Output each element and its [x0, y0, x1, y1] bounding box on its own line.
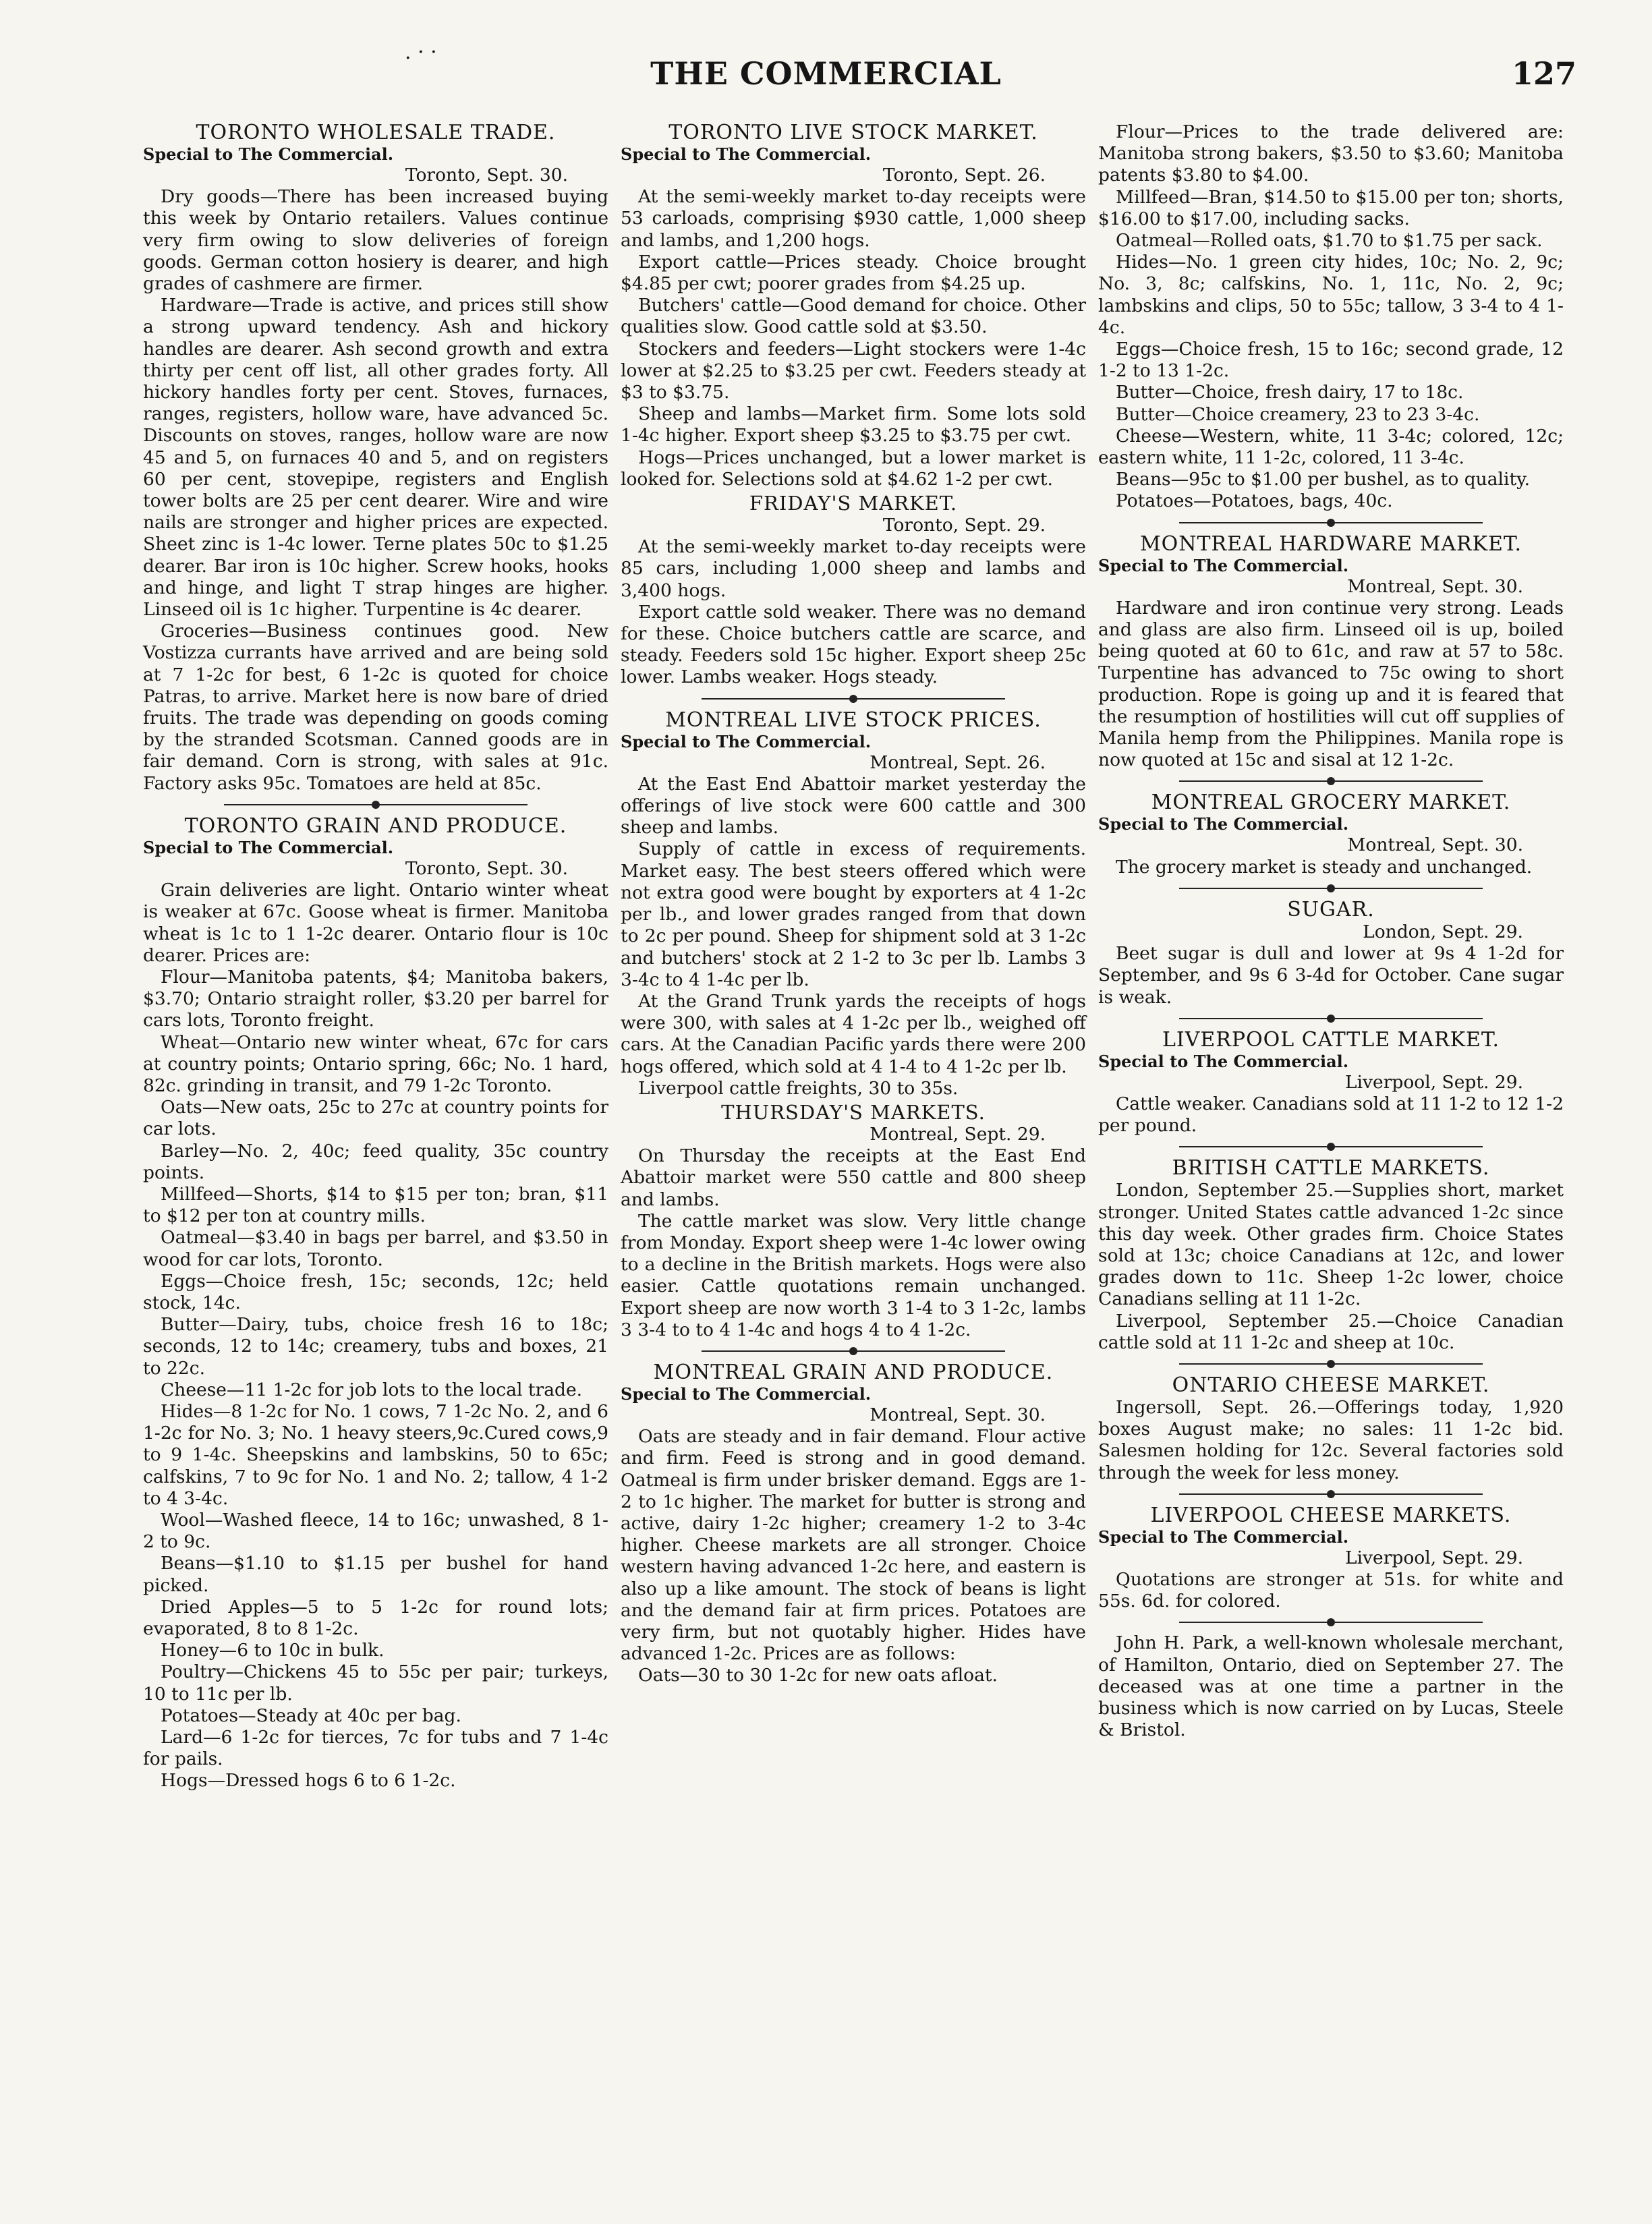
section-divider: [1098, 1354, 1564, 1374]
paragraph: Potatoes—Potatoes, bags, 40c.: [1116, 490, 1393, 512]
article-title: MONTREAL LIVE STOCK PRICES.: [665, 708, 1042, 732]
dateline: Toronto, Sept. 26.: [882, 165, 1046, 186]
subhead: FRIDAY'S MARKET.: [749, 492, 958, 515]
section-divider: [1098, 1008, 1564, 1029]
article: [143, 815, 608, 1792]
paragraph: Stockers and feeders—Light stockers were 1-4c lower at $2.25 to $3.25 per cwt. Feeders steady at $3 to $3.75.: [621, 338, 1086, 403]
dateline: Montreal, Sept. 29.: [870, 1123, 1046, 1145]
dateline: London, Sept. 29.: [1363, 921, 1523, 942]
article-title: MONTREAL GRAIN AND PRODUCE.: [653, 1360, 1054, 1384]
paragraph: Cattle weaker. Canadians sold at 11 1-2 to 12 1-2 per pound.: [1098, 1093, 1564, 1137]
paragraph: At the Grand Trunk yards the receipts of hogs were 300, with sales at 4 1-2c per lb., weighed off cars. At the Canadian Pacific yards there were 200 hogs offered, which sold at 4 1-4 to 4 1-2c per lb.: [621, 990, 1086, 1077]
article: [1098, 1374, 1564, 1484]
paragraph: Liverpool, September 25.—Choice Canadian cattle sold at 11 1-2c and sheep at 10c.: [1098, 1310, 1564, 1353]
paragraph: Eggs—Choice fresh, 15 to 16c; second grade, 12 1-2 to 13 1-2c.: [1098, 339, 1564, 382]
paragraph: Dried Apples—5 to 5 1-2c for round lots; evaporated, 8 to 8 1-2c.: [143, 1596, 608, 1639]
article-title: SUGAR.: [1287, 897, 1375, 921]
article-title: ONTARIO CHEESE MARKET.: [1172, 1373, 1490, 1397]
special-credit: Special to The Commercial.: [143, 837, 394, 857]
paragraph: Hogs—Prices unchanged, but a lower market is looked for. Selections sold at $4.62 1-2 per cwt.: [621, 447, 1086, 490]
special-credit: Special to The Commercial.: [621, 144, 872, 164]
article: [1098, 791, 1564, 878]
article-title: MONTREAL GROCERY MARKET.: [1151, 791, 1511, 815]
paragraph: Hides—No. 1 green city hides, 10c; No. 2, 9c; No. 3, 8c; calfskins, No. 1, 11c, No. 2, 9c; lambskins and clips, 50 to 55c; tallow, 3 3-4 to 4 1-4c.: [1098, 252, 1564, 338]
paragraph: Barley—No. 2, 40c; feed quality, 35c country points.: [143, 1140, 608, 1183]
dateline: Liverpool, Sept. 29.: [1344, 1071, 1523, 1093]
paragraph: At the semi-weekly market to-day receipts were 53 carloads, comprising $930 cattle, 1,000 sheep and lambs, and 1,200 hogs.: [621, 186, 1086, 251]
special-credit: Special to The Commercial.: [1098, 555, 1349, 575]
paragraph: London, September 25.—Supplies short, market stronger. United States cattle advanced 1-2c since this day week. Other grades firm. Choice States sold at 13c; choice Canadians at 12c, and lower grades down to 11c. Sheep 1-2c lower, choice Canadians selling at 11 1-2c.: [1098, 1180, 1564, 1310]
paragraph: Oats are steady and in fair demand. Flour active and firm. Feed is strong and in good demand. Oatmeal is firm under brisker demand. Eggs are 1-2 to 1c higher. The market for butter is strong and active, dairy 1-2c higher; creamery 1-2 to 3-4c higher. Cheese markets are all stronger. Choice western having advanced 1-2c here, and eastern is also up a like amount. The stock of beans is light and the demand fair at firm prices. Potatoes are very firm, but not quotably higher. Hides have advanced 1-2c. Prices are as follows:: [621, 1426, 1086, 1665]
paragraph: Butchers' cattle—Good demand for choice. Other qualities slow. Good cattle sold at $3.50.: [621, 295, 1086, 338]
article: [1098, 533, 1564, 772]
paragraph: Hogs—Dressed hogs 6 to 6 1-2c.: [161, 1770, 456, 1792]
paragraph: Ingersoll, Sept. 26.—Offerings today, 1,920 boxes August make; no sales: 11 1-2c bid. Salesmen holding for 12c. Several factories sold through the week for less money.: [1098, 1396, 1564, 1483]
paragraph: Beans—95c to $1.00 per bushel, as to quality.: [1116, 469, 1531, 490]
paragraph: Wheat—Ontario new winter wheat, 67c for cars at country points; Ontario spring, 66c; No. 1 hard, 82c. grinding in transit, and 79 1-2c Toronto.: [143, 1031, 608, 1096]
paragraph: Groceries—Business continues good. New Vostizza currants have arrived and are being sold at 7 1-2c for best, 6 1-2c is quoted for choice Patras, to arrive. Market here is now bare of dried fruits. The trade was depending on goods coming by the stranded Scotsman. Canned goods are in fair demand. Corn is strong, with sales at 91c. Factory asks 95c. Tomatoes are held at 85c.: [143, 621, 608, 794]
special-credit: Special to The Commercial.: [621, 731, 872, 751]
article: [1098, 1632, 1564, 1741]
print-specks: . · ·: [405, 40, 437, 64]
article: [1098, 1504, 1564, 1613]
special-credit: Special to The Commercial.: [621, 1384, 872, 1404]
section-divider: [621, 689, 1086, 709]
paragraph: Eggs—Choice fresh, 15c; seconds, 12c; held stock, 14c.: [143, 1270, 608, 1313]
paragraph: Sheep and lambs—Market firm. Some lots sold 1-4c higher. Export sheep $3.25 to $3.75 per cwt.: [621, 403, 1086, 447]
paragraph: Poultry—Chickens 45 to 55c per pair; turkeys, 10 to 11c per lb.: [143, 1661, 608, 1705]
article-title: TORONTO LIVE STOCK MARKET.: [668, 121, 1038, 144]
paragraph: Oatmeal—$3.40 in bags per barrel, and $3.50 in wood for car lots, Toronto.: [143, 1227, 608, 1270]
dateline: Liverpool, Sept. 29.: [1344, 1547, 1523, 1568]
paragraph: Cheese—11 1-2c for job lots to the local trade.: [161, 1379, 583, 1400]
dateline: Toronto, Sept. 30.: [405, 165, 568, 186]
paragraph: Hardware and iron continue very strong. Leads and glass are also firm. Linseed oil is up, boiled being quoted at 60 to 61c, and raw at 57 to 58c. Turpentine has advanced to 75c owing to short production. Rope is going up and it is feared that the resumption of hostilities will cut off supplies of Manila hemp from the Philippines. Manila rope is now quoted at 15c and sisal at 12 1-2c.: [1098, 597, 1564, 771]
article-title: LIVERPOOL CATTLE MARKET.: [1162, 1027, 1500, 1052]
paragraph: Export cattle—Prices steady. Choice brought $4.85 per cwt; poorer grades from $4.25 up.: [621, 251, 1086, 295]
section-divider: [1098, 1137, 1564, 1157]
column-1: [143, 121, 608, 1792]
column-3: [1098, 121, 1564, 1741]
paragraph: Butter—Choice creamery, 23 to 23 3-4c.: [1116, 403, 1480, 425]
article: [143, 121, 608, 795]
article: [1098, 899, 1564, 1008]
paragraph: Wool—Washed fleece, 14 to 16c; unwashed, 8 1-2 to 9c.: [143, 1509, 608, 1553]
article-title: TORONTO WHOLESALE TRADE.: [196, 121, 556, 144]
paragraph: The cattle market was slow. Very little change from Monday. Export sheep were 1-4c lower owing to a decline in the British markets. Hogs were also easier. Cattle quotations remain unchanged. Export sheep are now worth 3 1-4 to 3 1-2c, lambs 3 3-4 to to 4 1-4c and hogs 4 to 4 1-2c.: [621, 1210, 1086, 1340]
section-divider: [1098, 1484, 1564, 1504]
paragraph: Honey—6 to 10c in bulk.: [161, 1640, 384, 1661]
dateline: Montreal, Sept. 26.: [870, 751, 1046, 773]
paragraph: Millfeed—Shorts, $14 to $15 per ton; bran, $11 to $12 per ton at country mills.: [143, 1183, 608, 1227]
paragraph: Flour—Manitoba patents, $4; Manitoba bakers, $3.70; Ontario straight roller, $3.20 per barrel for cars lots, Toronto freight.: [143, 966, 608, 1031]
page-number: 127: [1511, 55, 1576, 92]
section-divider: [1098, 1612, 1564, 1632]
paragraph: Dry goods—There has been increased buying this week by Ontario retailers. Values continue very firm owing to slow deliveries of foreign goods. German cotton hosiery is dearer, and high grades of cashmere are firmer.: [143, 186, 608, 295]
article: [621, 709, 1086, 1341]
paragraph: Beans—$1.10 to $1.15 per bushel for hand picked.: [143, 1553, 608, 1596]
article-title: MONTREAL HARDWARE MARKET.: [1139, 532, 1522, 556]
special-credit: Special to The Commercial.: [1098, 1051, 1349, 1071]
section-divider: [1098, 878, 1564, 899]
paragraph: Butter—Choice, fresh dairy, 17 to 18c.: [1116, 382, 1464, 403]
article-title: BRITISH CATTLE MARKETS.: [1172, 1156, 1490, 1180]
paragraph: Oats—New oats, 25c to 27c at country points for car lots.: [143, 1097, 608, 1140]
paragraph: Supply of cattle in excess of requirements. Market easy. The best steers offered which were not extra good were bought by exporters at 4 1-2c per lb., and lower grades ranged from that down to 2c per pound. Sheep for shipment sold at 3 1-2c and butchers' stock at 2 1-2 to 3c per lb. Lambs 3 3-4c to 4 1-4c per lb.: [621, 838, 1086, 990]
paragraph: Cheese—Western, white, 11 3-4c; colored, 12c; eastern white, 11 1-2c, colored, 11 3-4c.: [1098, 425, 1564, 469]
paragraph: Butter—Dairy, tubs, choice fresh 16 to 18c; seconds, 12 to 14c; creamery, tubs and boxes, 21 to 22c.: [143, 1314, 608, 1379]
paragraph: Lard—6 1-2c for tierces, 7c for tubs and 7 1-4c for pails.: [143, 1727, 608, 1770]
dateline: Toronto, Sept. 29.: [882, 515, 1046, 536]
section-divider: [143, 795, 608, 815]
paragraph: Flour—Prices to the trade delivered are: Manitoba strong bakers, $3.50 to $3.60; Manitoba patents $3.80 to $4.00.: [1098, 121, 1564, 186]
paragraph: On Thursday the receipts at the East End Abattoir market were 550 cattle and 800 sheep and lambs.: [621, 1145, 1086, 1210]
subhead: THURSDAY'S MARKETS.: [721, 1100, 986, 1124]
page-header: [0, 40, 1652, 101]
section-divider: [1098, 771, 1564, 791]
section-divider: [1098, 513, 1564, 533]
article: [1098, 1157, 1564, 1354]
paragraph: Quotations are stronger at 51s. for white and 55s. 6d. for colored.: [1098, 1568, 1564, 1612]
paragraph: Potatoes—Steady at 40c per bag.: [161, 1705, 461, 1726]
paragraph: The grocery market is steady and unchanged.: [1116, 856, 1533, 878]
special-credit: Special to The Commercial.: [1098, 1527, 1349, 1547]
article: [1098, 1029, 1564, 1137]
article: [621, 1361, 1086, 1687]
paragraph: Liverpool cattle freights, 30 to 35s.: [638, 1077, 959, 1099]
special-credit: Special to The Commercial.: [143, 144, 394, 164]
dateline: Toronto, Sept. 30.: [405, 857, 568, 879]
paragraph: Oatmeal—Rolled oats, $1.70 to $1.75 per sack.: [1116, 230, 1543, 252]
paragraph: Hides—8 1-2c for No. 1 cows, 7 1-2c No. 2, and 6 1-2c for No. 3; No. 1 heavy steers,9c.Cured cows,9 to 9 1-4c. Sheepskins and lambskins, 50 to 65c; calfskins, 7 to 9c for No. 1 and No. 2; tallow, 4 1-2 to 4 3-4c.: [143, 1400, 608, 1509]
paragraph: Beet sugar is dull and lower at 9s 4 1-2d for September, and 9s 6 3-4d for October. Cane sugar is weak.: [1098, 943, 1564, 1008]
paragraph: Hardware—Trade is active, and prices still show a strong upward tendency. Ash and hickory handles are dearer. Ash second growth and extra thirty per cent off list, all other grades forty. All hickory handles forty per cent. Stoves, furnaces, ranges, registers, hollow ware, have advanced 5c. Discounts on stoves, ranges, hollow ware are now 45 and 5, on furnaces 40 and 5, and on registers 60 per cent, stovepipe, registers and English tower bolts are 25 per cent dearer. Wire and wire nails are stronger and higher prices are expected. Sheet zinc is 1-4c lower. Terne plates 50c to $1.25 dearer. Bar iron is 10c higher. Screw hooks, hooks and hinge, and light T strap hinges are higher. Linseed oil is 1c higher. Turpentine is 4c dearer.: [143, 295, 608, 621]
article-title: LIVERPOOL CHEESE MARKETS.: [1150, 1503, 1512, 1527]
paragraph: Export cattle sold weaker. There was no demand for these. Choice butchers cattle are scarce, and steady. Feeders sold 15c higher. Export sheep 25c lower. Lambs weaker. Hogs steady.: [621, 601, 1086, 688]
article: [1098, 121, 1564, 513]
article-title: TORONTO GRAIN AND PRODUCE.: [184, 814, 567, 838]
article: [621, 121, 1086, 689]
paragraph: John H. Park, a well-known wholesale merchant, of Hamilton, Ontario, died on September 27. The deceased was at one time a partner in the business which is now carried on by Lucas, Steele & Bristol.: [1098, 1632, 1564, 1741]
dateline: Montreal, Sept. 30.: [1347, 575, 1523, 597]
section-divider: [621, 1341, 1086, 1361]
masthead-title: THE COMMERCIAL: [650, 55, 1002, 92]
dateline: Montreal, Sept. 30.: [1347, 834, 1523, 856]
paragraph: At the semi-weekly market to-day receipts were 85 cars, including 1,000 sheep and lambs and 3,400 hogs.: [621, 536, 1086, 601]
paragraph: Oats—30 to 30 1-2c for new oats afloat.: [638, 1665, 998, 1686]
paragraph: At the East End Abattoir market yesterday the offerings of live stock were 600 cattle and 300 sheep and lambs.: [621, 773, 1086, 838]
dateline: Montreal, Sept. 30.: [870, 1404, 1046, 1425]
paragraph: Millfeed—Bran, $14.50 to $15.00 per ton; shorts, $16.00 to $17.00, including sacks.: [1098, 186, 1564, 229]
paragraph: Grain deliveries are light. Ontario winter wheat is weaker at 67c. Goose wheat is firmer. Manitoba wheat is 1c to 1 1-2c dearer. Ontario flour is 10c dearer. Prices are:: [143, 880, 608, 966]
special-credit: Special to The Commercial.: [1098, 814, 1349, 834]
column-2: [621, 121, 1086, 1687]
